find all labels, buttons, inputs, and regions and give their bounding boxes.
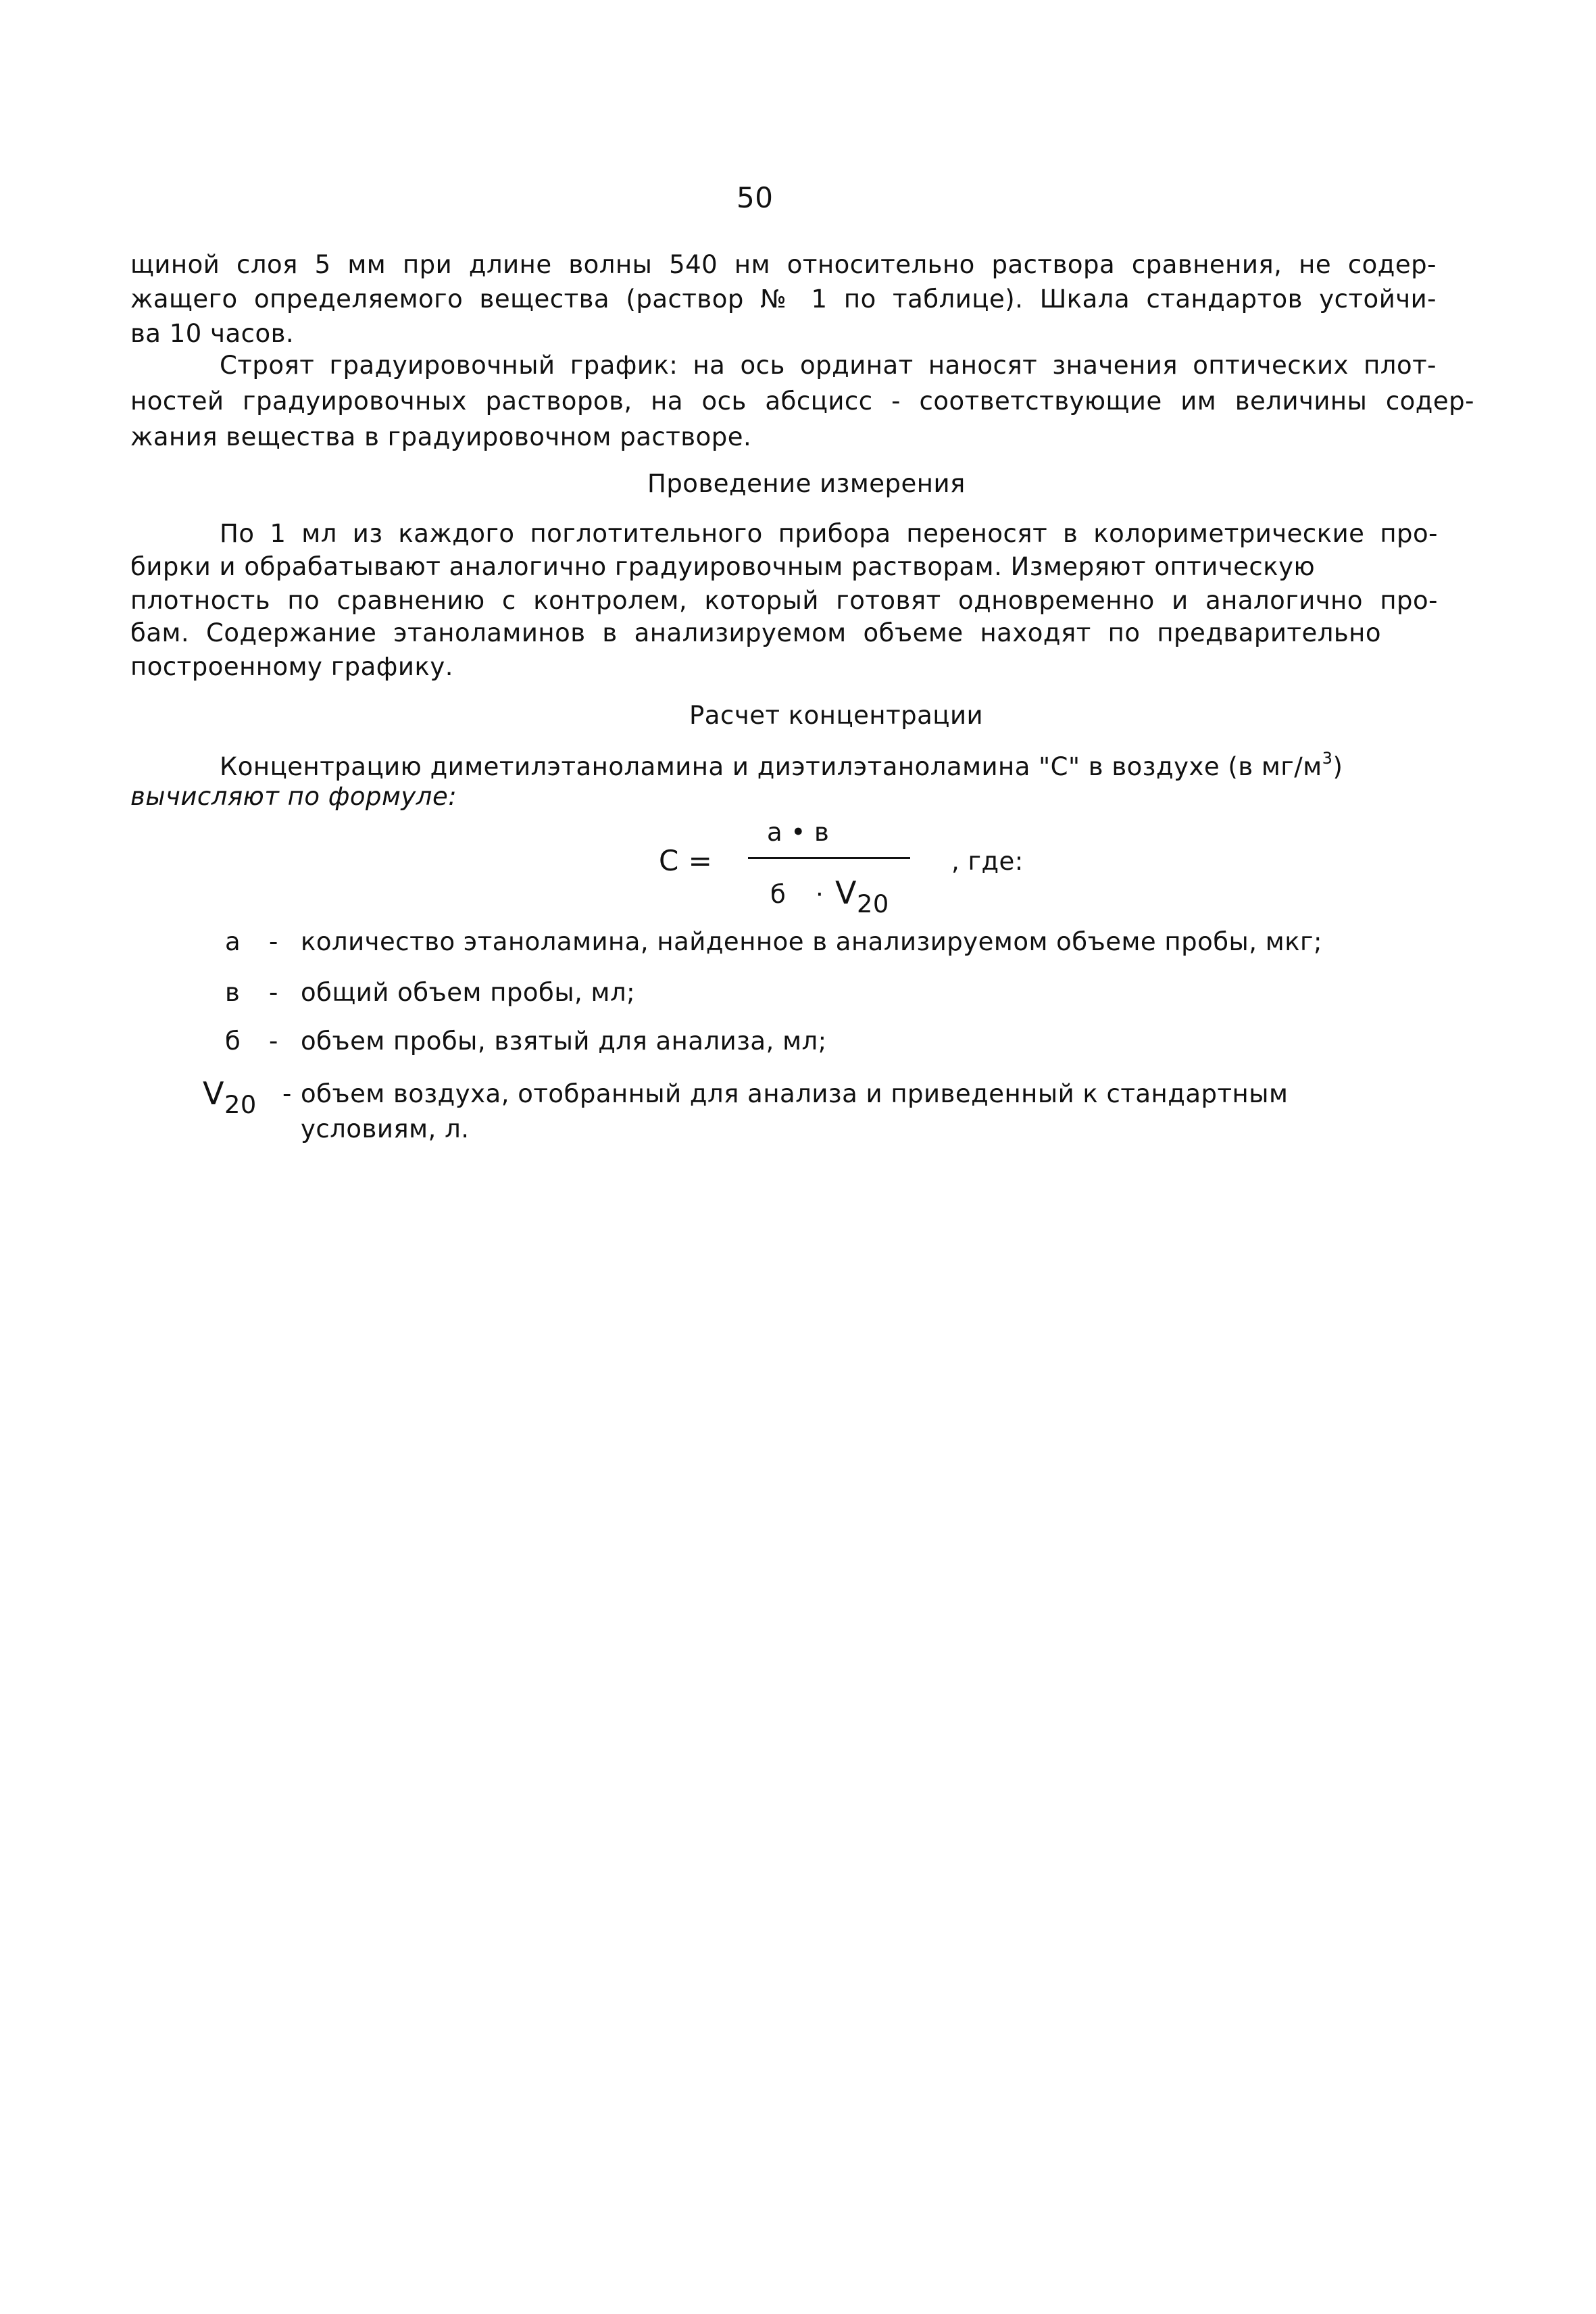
- paragraph-1-line-3: ва 10 часов.: [130, 319, 295, 348]
- paragraph-4-text: Концентрацию диметилэтаноламина и диэтилэтаноламина "С" в воздухе (в мг/м: [220, 752, 1322, 781]
- definition-v-subscript: 20: [224, 1089, 257, 1119]
- formula-denominator-b: б: [770, 880, 787, 909]
- paragraph-3-line-5: построенному графику.: [130, 652, 453, 681]
- paragraph-4-close-paren: ): [1332, 752, 1343, 781]
- definition-dash: -: [269, 1027, 278, 1056]
- definition-symbol-v: в: [225, 978, 241, 1007]
- paragraph-2-line-1: Строят градуировочный график: на ось ординат наносят значения оптических плот-: [220, 351, 1437, 380]
- formula-denominator-dot: ·: [816, 880, 824, 909]
- definition-symbol-b: б: [225, 1027, 241, 1056]
- paragraph-1-line-1: щиной слоя 5 мм при длине волны 540 нм относительно раствора сравнения, не содер-: [130, 250, 1437, 279]
- paragraph-1-line-2: жащего определяемого вещества (раствор № 1 по таблице). Шкала стандартов устойчи-: [130, 285, 1437, 314]
- definition-text-v20-line-1: объем воздуха, отобранный для анализа и приведенный к стандартным: [301, 1079, 1289, 1108]
- definition-text-v20-line-2: условиям, л.: [301, 1114, 470, 1143]
- definition-symbol-a: а: [225, 927, 241, 956]
- definition-text-v: общий объем пробы, мл;: [301, 978, 636, 1007]
- definition-symbol-v20: [203, 1075, 257, 1119]
- definition-dash: -: [282, 1079, 292, 1108]
- definition-text-a: количество этаноламина, найденное в анализируемом объеме пробы, мкг;: [301, 927, 1322, 956]
- paragraph-4-line-2: вычисляют по формуле:: [130, 782, 457, 811]
- paragraph-3-line-2: бирки и обрабатывают аналогично градуировочным растворам. Измеряют оптическую: [130, 552, 1316, 581]
- paragraph-4-line-1: [220, 750, 1343, 779]
- formula-numerator: а • в: [767, 818, 830, 847]
- paragraph-2-line-3: жания вещества в градуировочном растворе.: [130, 422, 752, 451]
- definition-v-symbol: V: [203, 1075, 224, 1112]
- section-heading-calculation: Расчет концентрации: [689, 701, 984, 730]
- paragraph-3-line-3: плотность по сравнению с контролем, который готовят одновременно и аналогично про-: [130, 586, 1438, 615]
- section-heading-measurement: Проведение измерения: [647, 469, 966, 498]
- fraction-bar: [748, 857, 910, 859]
- paragraph-2-line-2: ностей градуировочных растворов, на ось абсцисс - соответствующие им величины содер-: [130, 387, 1474, 416]
- formula-denominator-v: [835, 877, 889, 917]
- paragraph-3-line-1: По 1 мл из каждого поглотительного прибора переносят в колориметрические про-: [220, 519, 1438, 548]
- definition-dash: -: [269, 927, 278, 956]
- page-number: 50: [737, 181, 774, 214]
- formula-v-symbol: V: [835, 875, 857, 911]
- formula-lhs: С =: [659, 844, 713, 877]
- paragraph-3-line-4: бам. Содержание этаноламинов в анализируемом объеме находят по предварительно: [130, 618, 1381, 647]
- formula-v-subscript: 20: [856, 889, 889, 918]
- formula-suffix: , где:: [951, 847, 1024, 876]
- cubic-exponent: 3: [1322, 749, 1333, 768]
- definition-text-b: объем пробы, взятый для анализа, мл;: [301, 1027, 827, 1056]
- definition-dash: -: [269, 978, 278, 1007]
